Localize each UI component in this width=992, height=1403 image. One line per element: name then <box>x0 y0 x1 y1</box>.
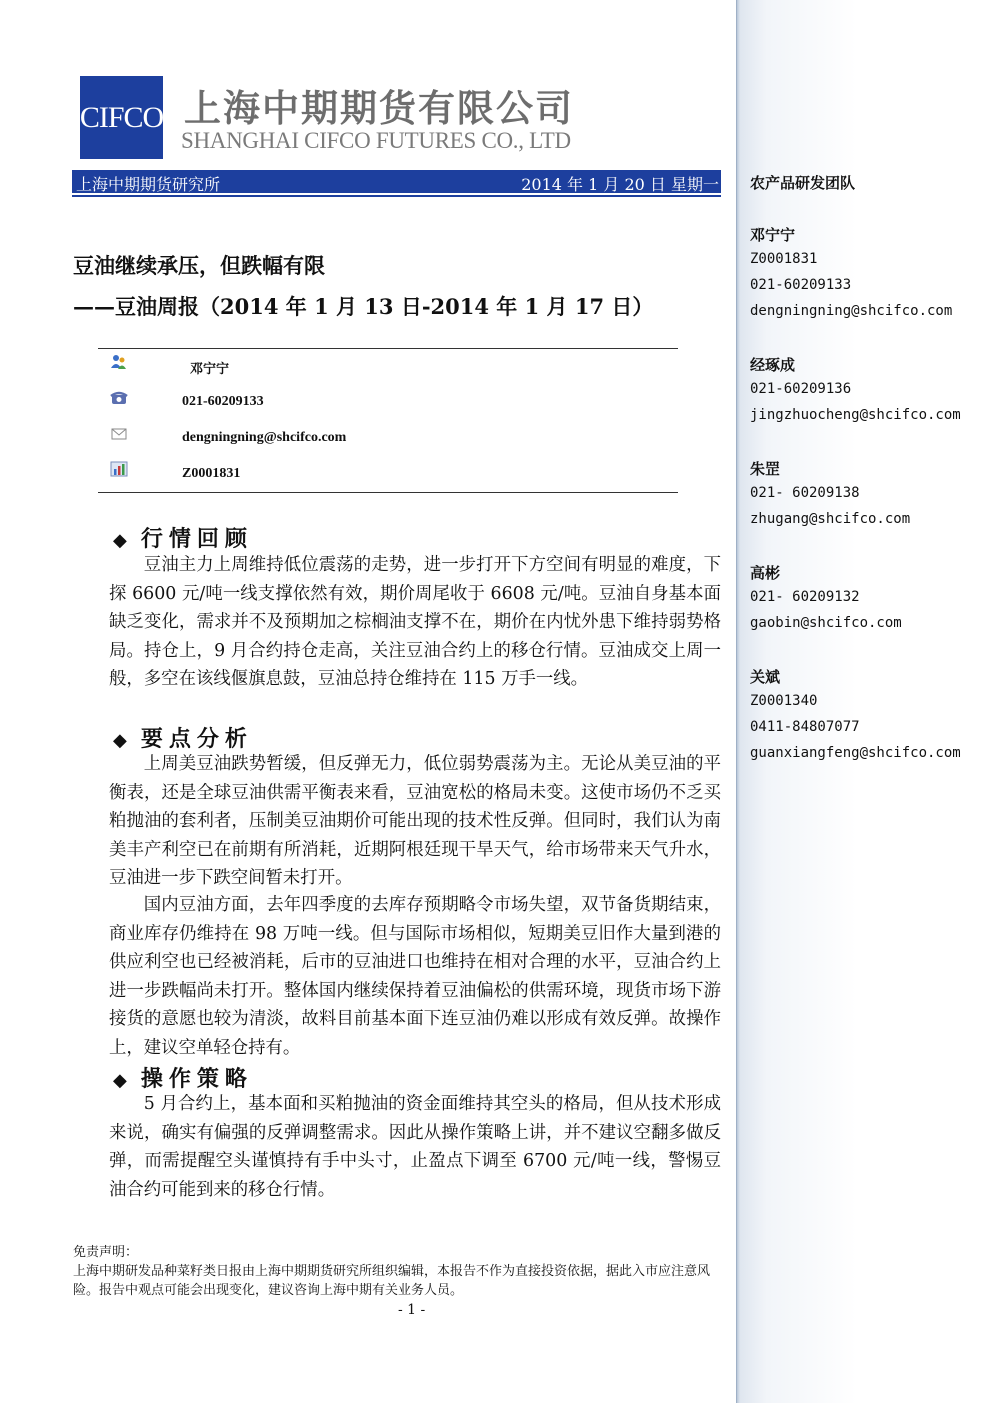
chart-icon <box>110 461 128 477</box>
member-detail: 021-60209133 <box>750 277 852 293</box>
member-email: dengningning@shcifco.com <box>750 303 953 319</box>
member-name: 邓宁宁 <box>750 226 796 244</box>
company-logo <box>80 76 163 159</box>
member-name: 关斌 <box>750 668 781 686</box>
header-bar <box>72 170 721 193</box>
sidebar-team-title: 农产品研发团队 <box>750 174 856 192</box>
section-heading-strategy: ◆ 操作策略 <box>113 1066 253 1092</box>
member-name: 朱罡 <box>750 460 781 478</box>
diamond-bullet-icon: ◆ <box>113 730 127 751</box>
paragraph-strategy: 5 月合约上，基本面和买粕抛油的资金面维持其空头的格局，但从技术形成来说，确实有偏强的反弹调整需求。因此从操作策略上讲，并不建议空翻多做反弹，而需提醒空头谨慎持有手中头寸，止盈点下调至 6700 元/吨一线，警惕豆油合约可能到来的移仓行情。 <box>109 1094 721 1200</box>
member-detail: 021- 60209132 <box>750 589 860 605</box>
phone-icon <box>110 390 128 406</box>
diamond-bullet-icon: ◆ <box>113 1070 127 1091</box>
author-cert: Z0001831 <box>182 466 241 481</box>
disclaimer-text: 上海中期研发品种菜籽类日报由上海中期期货研究所组织编辑，本报告不作为直接投资依据，据此入市应注意风险。报告中观点可能会出现变化，建议咨询上海中期有关业务人员。 <box>73 1264 711 1298</box>
disclaimer-label: 免责声明： <box>73 1245 139 1260</box>
member-detail: 0411-84807077 <box>750 719 860 735</box>
author-box-top-rule <box>98 348 678 349</box>
section-heading-key-analysis: ◆ 要点分析 <box>113 726 253 752</box>
diamond-bullet-icon: ◆ <box>113 530 127 551</box>
institute-name: 上海中期期货研究所 <box>76 175 221 194</box>
paragraph-market-review: 豆油主力上周维持低位震荡的走势，进一步打开下方空间有明显的难度，下探 6600 元/吨一线支撑依然有效，期价周尾收于 6608 元/吨。豆油自身基本面缺乏变化，需求并不及预期加之棕榈油支撑不在，期价在内忧外患下维持弱势格局。持仓上，9 月合约持仓走高，关注豆油合约上的移仓行情。豆油成交上周一般，多空在该线偃旗息鼓，豆油总持仓维持在 115 万手一线。 <box>109 555 721 690</box>
report-date: 2014 年 1 月 20 日 星期一 <box>521 175 719 194</box>
member-email: zhugang@shcifco.com <box>750 511 911 527</box>
author-phone: 021-60209133 <box>182 394 264 409</box>
member-email: jingzhuocheng@shcifco.com <box>750 407 961 423</box>
member-email: gaobin@shcifco.com <box>750 615 902 631</box>
member-name: 经琢成 <box>750 356 796 374</box>
member-email: guanxiangfeng@shcifco.com <box>750 745 961 761</box>
logo-mark: CIFCO <box>79 100 164 134</box>
company-name-cn: 上海中期期货有限公司 <box>184 87 574 130</box>
member-detail: Z0001340 <box>750 693 818 709</box>
section-heading-market-review: ◆ 行情回顾 <box>113 526 253 552</box>
member-detail: 021-60209136 <box>750 381 852 397</box>
member-detail: Z0001831 <box>750 251 818 267</box>
header-divider <box>72 195 721 197</box>
page-number: - 1 - <box>398 1302 426 1318</box>
author-email: dengningning@shcifco.com <box>182 430 347 445</box>
member-name: 高彬 <box>750 564 781 582</box>
company-name-en: SHANGHAI CIFCO FUTURES CO., LTD <box>181 128 571 153</box>
author-box-bottom-rule <box>98 492 678 493</box>
paragraph-key-analysis-2: 国内豆油方面，去年四季度的去库存预期略令市场失望，双节备货期结束，商业库存仍维持在 98 万吨一线。但与国际市场相似，短期美豆旧作大量到港的供应利空也已经被消耗，后市的豆油进口也维持在相对合理的水平，豆油合约上进一步跌幅尚未打开。整体国内继续保持着豆油偏松的供需环境，现货市场下游接货的意愿也较为清淡，故料目前基本面下连豆油仍难以形成有效反弹。故操作上，建议空单轻仓持有。 <box>109 895 721 1058</box>
paragraph-key-analysis-1: 上周美豆油跌势暂缓，但反弹无力，低位弱势震荡为主。无论从美豆油的平衡表，还是全球豆油供需平衡表来看，豆油宽松的格局未变。这使市场仍不乏买粕抛油的套利者，压制美豆油期价可能出现的技术性反弹。但同时，我们认为南美丰产利空已在前期有所消耗，近期阿根廷现干旱天气，给市场带来天气升水，豆油进一步下跌空间暂未打开。 <box>109 754 721 889</box>
mail-icon <box>110 426 128 442</box>
report-title: 豆油继续承压，但跌幅有限 <box>73 253 325 278</box>
author-name: 邓宁宁 <box>190 362 230 377</box>
report-subtitle: ——豆油周报（2014 年 1 月 13 日-2014 年 1 月 17 日） <box>73 294 654 319</box>
person-icon <box>110 354 128 370</box>
member-detail: 021- 60209138 <box>750 485 860 501</box>
contact-sidebar <box>736 0 992 1403</box>
